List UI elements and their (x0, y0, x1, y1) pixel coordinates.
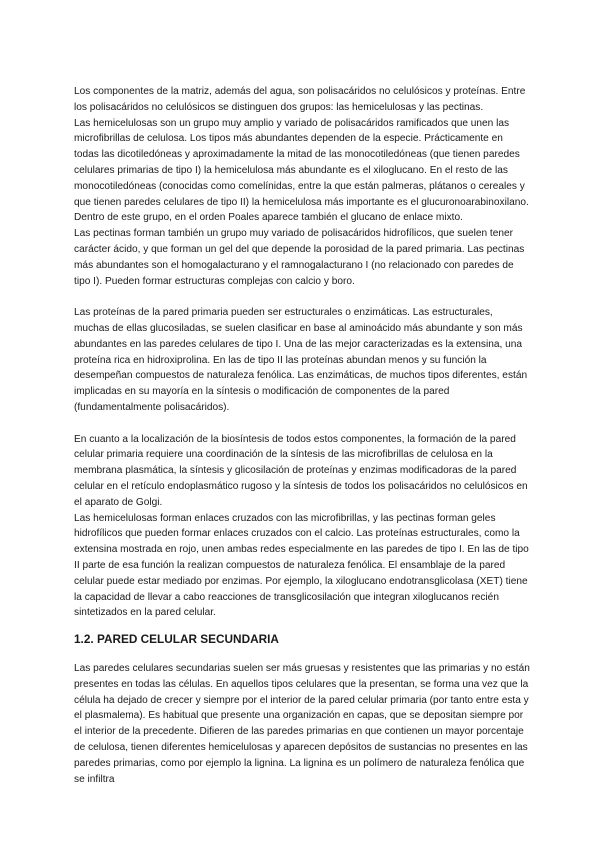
paragraph-gap (74, 416, 530, 432)
paragraph-secondary-wall: Las paredes celulares secundarias suelen ser más gruesas y resistentes que las primarias y no están presentes en todas las células. En aquellos tipos celulares que la presentan, se forma una vez que la célula ha dejado de crecer y siempre por el interior de la pared celular primaria (por tanto entre esta y el plasmalema). Es habitual que presente una organización en capas, que se depositan siempre por el interior de la precedente. Difieren de las paredes primarias en que contienen un mayor porcentaje de celulosa, tienen diferentes hemicelulosas y aparecen depósitos de sustancias no presentes en las paredes primarias, como por ejemplo la lignina. La lignina es un polímero de naturaleza fenólica que se infiltra (74, 663, 530, 785)
paragraph-hemicelluloses: Las hemicelulosas son un grupo muy amplio y variado de polisacáridos ramificados que unen las microfibrillas de celulosa. Los tipos más abundantes dependen de la especie. Prácticamente en todas las dicotiledóneas y aproximadamente la mitad de las monocotiledóneas (que tienen paredes celulares primarias de tipo I) la hemicelulosa más abundante es el xiloglucano. En el resto de las monocotiledóneas (conocidas como comelínidas, entre la que están palmeras, plátanos o cereales y que tienen paredes celulares de tipo II) la hemicelulosa más importante es el glucuronoarabinoxilano. Dentro de este grupo, en el orden Poales aparece también el glucano de enlace mixto. (74, 117, 529, 224)
paragraph-matrix-components: Los componentes de la matriz, además del agua, son polisacáridos no celulósicos y proteínas. Entre los polisacáridos no celulósicos se distinguen dos grupos: las hemicelulosas y las pectinas. (74, 86, 526, 113)
paragraph-gap (74, 289, 530, 305)
section-heading: 1.2. PARED CELULAR SECUNDARIA (74, 632, 279, 647)
paragraph-biosynthesis: En cuanto a la localización de la biosíntesis de todos estos componentes, la formación de la pared celular primaria requiere una coordinación de la síntesis de las microfibrillas de celulosa en la membrana plasmática, la síntesis y glicosilación de proteínas y enzimas modificadoras de la pared celular en el retículo endoplasmático rugoso y la síntesis de todos los polisacáridos no celulósicos en el aparato de Golgi. (74, 433, 528, 508)
paragraph-crosslinks: Las hemicelulosas forman enlaces cruzados con las microfibrillas, y las pectinas forman geles hidrofílicos que pueden formar enlaces cruzados con el calcio. Las proteínas estructurales, como la extensina mostrada en rojo, unen ambas redes especialmente en las paredes de tipo I. En las de tipo II parte de esa función la realizan compuestos de naturaleza fenólica. El ensamblaje de la pared celular puede estar mediado por enzimas. Por ejemplo, la xiloglucano endotransglicolasa (XET) tiene la capacidad de llevar a cabo reacciones de transglicosilación que integran xiloglucanos recién sintetizados en la pared celular. (74, 512, 529, 619)
document-page (74, 84, 530, 787)
paragraph-proteins: Las proteínas de la pared primaria pueden ser estructurales o enzimáticas. Las estructurales, muchas de ellas glucosiladas, se suelen clasificar en base al aminoácido más abundante y son más abundantes en las paredes celulares de tipo I. Una de las mejor caracterizadas es la extensina, una proteína rica en hidroxiprolina. En las de tipo II las proteínas abundan menos y su función la desempeñan compuestos de naturaleza fenólica. Las enzimáticas, de muchos tipos diferentes, están implicadas en su mayoría en la síntesis o modificación de componentes de la pared (fundamentalmente polisacáridos). (74, 307, 528, 413)
paragraph-pectins: Las pectinas forman también un grupo muy variado de polisacáridos hidrofílicos, que suelen tener carácter ácido, y que forman un gel del que depende la porosidad de la pared primaria. Las pectinas más abundantes son el homogalacturano y el ramnogalacturano I (no relacionado con paredes de tipo I). Pueden formar estructuras complejas con calcio y boro. (74, 228, 525, 287)
